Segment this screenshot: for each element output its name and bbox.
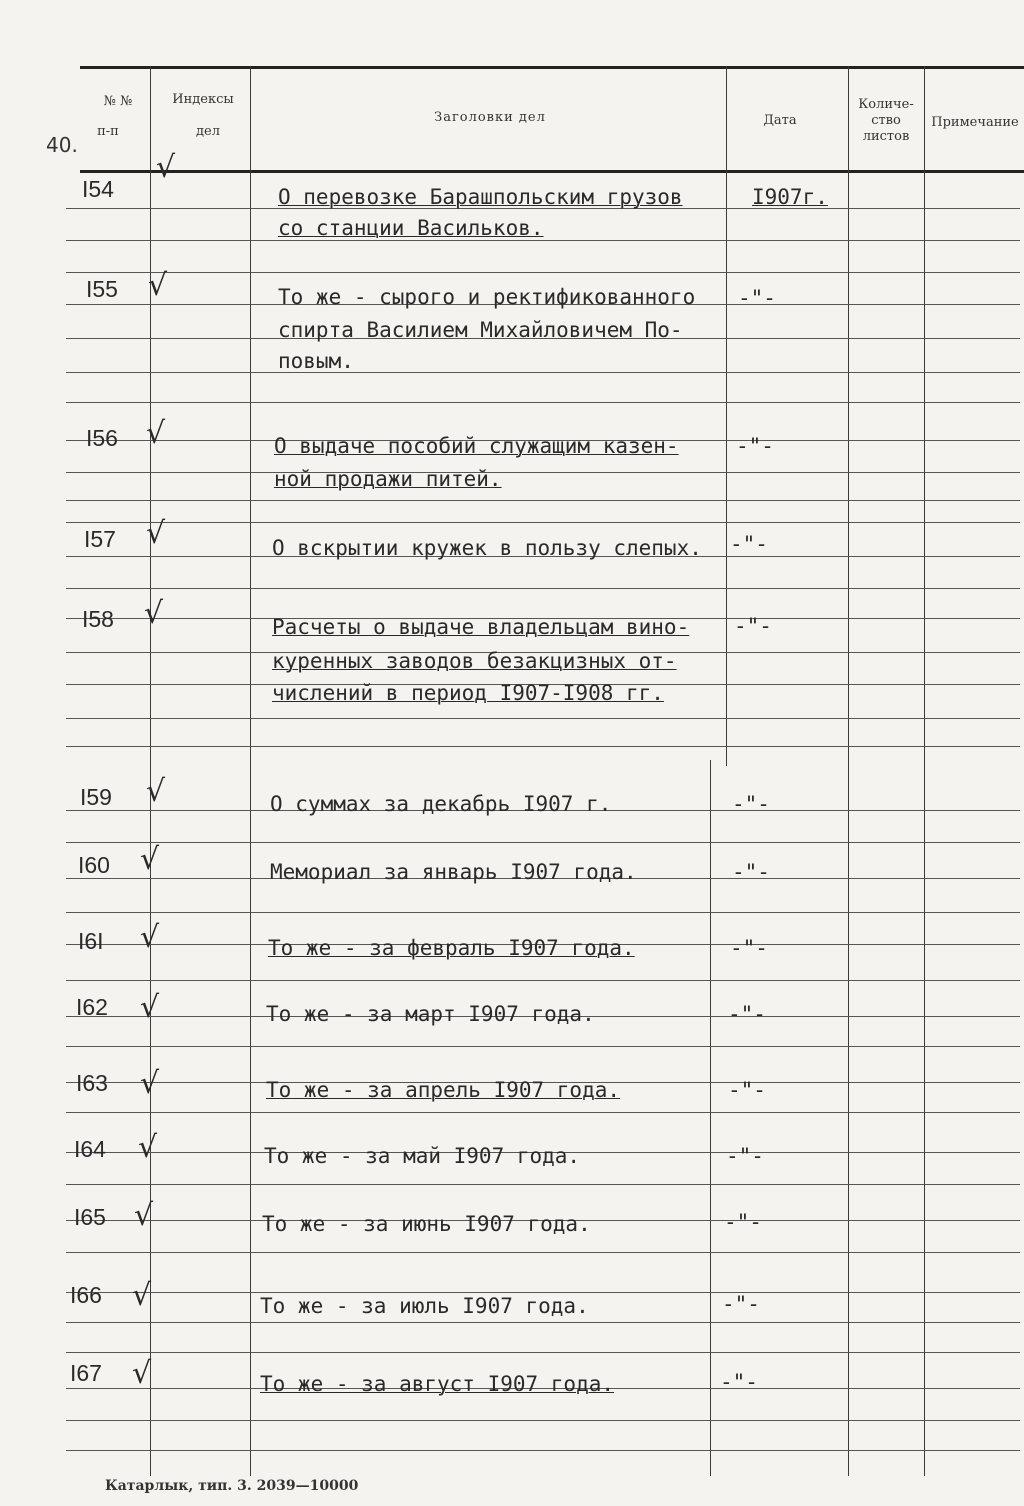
row-rule bbox=[66, 1112, 1020, 1113]
page-number: 40. bbox=[46, 133, 78, 157]
entry-date: -"- bbox=[722, 1292, 760, 1316]
entry-title-line: ной продажи питей. bbox=[274, 467, 502, 491]
entry-date: -"- bbox=[734, 614, 772, 638]
entry-title-line: То же - за июнь I907 года. bbox=[262, 1212, 591, 1236]
top-rule bbox=[80, 66, 1024, 69]
check-mark-icon: √ bbox=[144, 596, 164, 631]
header-date: Дата bbox=[763, 113, 797, 128]
check-mark-icon: √ bbox=[156, 150, 176, 185]
check-mark-icon: √ bbox=[134, 1198, 154, 1233]
row-rule bbox=[66, 272, 1020, 273]
entry-title-line: Мемориал за январь I907 года. bbox=[270, 860, 637, 884]
entry-title-line: То же - за март I907 года. bbox=[266, 1002, 595, 1026]
row-rule bbox=[66, 1352, 1020, 1353]
check-mark-icon: √ bbox=[146, 416, 166, 451]
row-rule bbox=[66, 746, 1020, 747]
header-bottom-rule bbox=[80, 170, 1024, 173]
entry-number: I56 bbox=[86, 425, 118, 451]
entry-number: I60 bbox=[78, 852, 110, 878]
row-rule bbox=[66, 1046, 1020, 1047]
entry-title-line: То же - за май I907 года. bbox=[264, 1144, 581, 1168]
entry-date: I907г. bbox=[752, 185, 828, 209]
column-rule bbox=[726, 66, 727, 766]
entry-date: -"- bbox=[732, 860, 770, 884]
row-rule bbox=[66, 980, 1020, 981]
row-rule bbox=[66, 1450, 1020, 1451]
entry-number: I64 bbox=[74, 1136, 106, 1162]
entry-title-line: со станции Васильков. bbox=[278, 216, 544, 240]
entry-date: -"- bbox=[732, 792, 770, 816]
entry-date: -"- bbox=[726, 1144, 764, 1168]
header-num-line2: п-п bbox=[97, 124, 119, 139]
entry-title-line: О выдаче пособий служащим казен- bbox=[274, 434, 679, 458]
entry-title-line: То же - за август I907 года. bbox=[260, 1372, 615, 1396]
check-mark-icon: √ bbox=[146, 774, 166, 809]
entry-number: I55 bbox=[86, 276, 118, 302]
entry-number: I67 bbox=[70, 1360, 102, 1386]
check-mark-icon: √ bbox=[132, 1278, 152, 1313]
entry-date: -"- bbox=[728, 1078, 766, 1102]
check-mark-icon: √ bbox=[140, 920, 160, 955]
entry-date: -"- bbox=[730, 532, 768, 556]
row-rule bbox=[66, 522, 1020, 523]
entry-date: -"- bbox=[720, 1370, 758, 1394]
entry-title-line: О суммах за декабрь I907 г. bbox=[270, 792, 612, 816]
row-rule bbox=[66, 500, 1020, 501]
row-rule bbox=[66, 912, 1020, 913]
entry-date: -"- bbox=[728, 1002, 766, 1026]
column-rule bbox=[924, 66, 925, 1476]
entry-title-line: повым. bbox=[278, 349, 354, 373]
check-mark-icon: √ bbox=[140, 842, 160, 877]
entry-title-line: О вскрытии кружек в пользу слепых. bbox=[272, 536, 702, 560]
column-rule bbox=[250, 66, 251, 1476]
check-mark-icon: √ bbox=[132, 1356, 152, 1391]
entry-date: -"- bbox=[724, 1210, 762, 1234]
entry-title-line: куренных заводов безакцизных от- bbox=[272, 649, 677, 673]
header-num-line1: № № bbox=[103, 94, 133, 109]
header-index-line2: дел bbox=[196, 124, 220, 139]
header-index-line1: Индексы bbox=[172, 92, 234, 107]
check-mark-icon: √ bbox=[138, 1130, 158, 1165]
row-rule bbox=[66, 718, 1020, 719]
entry-title-line: спирта Василием Михайловичем По- bbox=[278, 318, 683, 342]
entry-title-line: числений в период I907-I908 гг. bbox=[272, 681, 664, 705]
entry-title-line: То же - сырого и ректификованного bbox=[278, 285, 696, 309]
check-mark-icon: √ bbox=[140, 990, 160, 1025]
entry-number: I63 bbox=[76, 1070, 108, 1096]
entry-number: I57 bbox=[84, 526, 116, 552]
header-notes: Примечание bbox=[931, 115, 1019, 130]
check-mark-icon: √ bbox=[146, 516, 166, 551]
entry-number: I62 bbox=[76, 994, 108, 1020]
entry-date: -"- bbox=[736, 434, 774, 458]
entry-date: -"- bbox=[738, 286, 776, 310]
row-rule bbox=[66, 372, 1020, 373]
row-rule bbox=[66, 402, 1020, 403]
entry-number: I66 bbox=[70, 1282, 102, 1308]
row-rule bbox=[66, 1184, 1020, 1185]
entry-title-line: Расчеты о выдаче владельцам вино- bbox=[272, 615, 690, 639]
entry-number: I65 bbox=[74, 1204, 106, 1230]
entry-title-line: То же - за февраль I907 года. bbox=[268, 936, 635, 960]
header-titles: Заголовки дел bbox=[434, 110, 546, 125]
entry-number: I58 bbox=[82, 606, 114, 632]
column-rule bbox=[710, 760, 711, 1476]
entry-number: I6I bbox=[78, 928, 104, 954]
entry-date: -"- bbox=[730, 936, 768, 960]
check-mark-icon: √ bbox=[140, 1066, 160, 1101]
entry-title-line: То же - за апрель I907 года. bbox=[266, 1078, 621, 1102]
header-count-line2: ство bbox=[871, 113, 901, 128]
row-rule bbox=[66, 1420, 1020, 1421]
header-count-line1: Количе- bbox=[858, 97, 914, 112]
check-mark-icon: √ bbox=[148, 268, 168, 303]
entry-title-line: О перевозке Барашпольским грузов bbox=[278, 185, 683, 209]
printer-imprint: Катарлык, тип. 3. 2039—10000 bbox=[105, 1478, 359, 1494]
row-rule bbox=[66, 842, 1020, 843]
entry-title-line: То же - за июль I907 года. bbox=[260, 1294, 589, 1318]
entry-number: I54 bbox=[82, 176, 114, 202]
column-rule bbox=[848, 66, 849, 1476]
entry-number: I59 bbox=[80, 784, 112, 810]
row-rule bbox=[66, 1252, 1020, 1253]
header-count-line3: листов bbox=[862, 129, 910, 144]
row-rule bbox=[66, 588, 1020, 589]
row-rule bbox=[66, 472, 1020, 473]
